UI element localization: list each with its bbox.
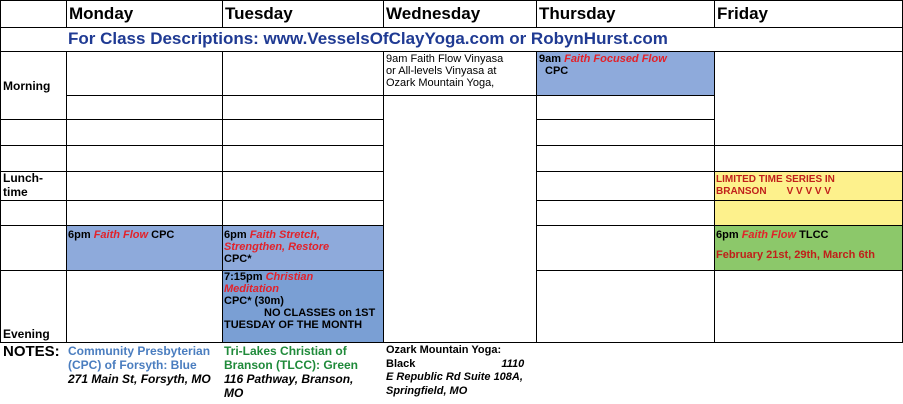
- wednesday-morning-class: [386, 53, 503, 89]
- fri-dates: February 21st, 29th, March 6th: [716, 249, 875, 261]
- tue1-time: 6pm: [224, 229, 247, 241]
- omy-line1: Ozark Mountain Yoga:: [386, 344, 502, 356]
- notes-tlcc: [224, 344, 358, 400]
- cpc-line2: (CPC) of Forsyth: Blue: [68, 358, 197, 372]
- mon-time: 6pm: [68, 229, 91, 241]
- day-header-thursday: Thursday: [539, 4, 616, 23]
- omy-line2: Black: [386, 357, 416, 370]
- tue2-loc: CPC* (30m): [224, 295, 284, 307]
- tuesday-evening2-class: [224, 271, 375, 331]
- wed-line3: Ozark Mountain Yoga,: [386, 77, 495, 89]
- mon-title: Faith Flow: [93, 229, 149, 241]
- cpc-line1: Community Presbyterian: [68, 344, 211, 358]
- mon-loc: CPC: [151, 229, 175, 241]
- tuesday-evening1-class: [224, 229, 329, 265]
- row-label-evening: Evening: [3, 327, 50, 341]
- day-header-monday: Monday: [69, 4, 134, 23]
- thu-time: 9am: [539, 53, 562, 65]
- tue2-note1: NO CLASSES on 1ST: [264, 307, 376, 319]
- notes-cpc: [68, 344, 211, 386]
- tlcc-line1: Tri-Lakes Christian of: [224, 344, 347, 358]
- fri-time: 6pm: [716, 229, 739, 241]
- class-descriptions-banner[interactable]: For Class Descriptions: www.VesselsOfClayYoga.com or RobynHurst.com: [68, 29, 668, 48]
- notes-omy: [386, 344, 524, 398]
- fri-title: Faith Flow: [741, 229, 797, 241]
- row-label-morning: Morning: [3, 79, 51, 93]
- friday-series-text: [716, 174, 835, 198]
- fri-loc: TLCC: [799, 229, 829, 241]
- tlcc-line3: 116 Pathway, Branson,: [224, 372, 354, 386]
- tlcc-line4: MO: [224, 386, 244, 400]
- tue2-time: 7:15pm: [224, 271, 263, 283]
- tue2-title2: Meditation: [224, 283, 279, 295]
- day-header-friday: Friday: [717, 4, 769, 23]
- day-header-wednesday: Wednesday: [386, 4, 481, 23]
- monday-evening-class: [68, 229, 174, 241]
- tue2-title1: Christian: [265, 271, 314, 283]
- day-header-tuesday: Tuesday: [225, 4, 293, 23]
- row-label-lunch: Lunch-time: [3, 171, 43, 199]
- cpc-address: 271 Main St, Forsyth, MO: [68, 372, 211, 386]
- thursday-morning-class: [539, 53, 667, 77]
- thu-loc: CPC: [545, 65, 569, 77]
- friday-evening-class: [716, 229, 875, 261]
- series-line2: BRANSON: [716, 186, 767, 197]
- wed-line1: 9am Faith Flow Vinyasa: [386, 53, 504, 65]
- tlcc-line2: Branson (TLCC): Green: [224, 358, 359, 372]
- wed-line2: or All-levels Vinyasa at: [386, 65, 497, 77]
- tue2-note2: TUESDAY OF THE MONTH: [224, 319, 363, 331]
- tue1-title1: Faith Stretch,: [249, 229, 320, 241]
- omy-line3: E Republic Rd Suite 108A,: [386, 371, 523, 383]
- tue1-title2: Strengthen, Restore: [224, 241, 330, 253]
- notes-label: NOTES:: [3, 343, 60, 360]
- tue1-loc: CPC*: [224, 253, 252, 265]
- series-arrows: V V V V V: [786, 186, 832, 197]
- omy-line2b: 1110: [501, 357, 525, 370]
- omy-line4: Springfield, MO: [386, 384, 468, 397]
- series-line1: LIMITED TIME SERIES IN: [716, 174, 835, 185]
- thu-title: Faith Focused Flow: [564, 53, 667, 65]
